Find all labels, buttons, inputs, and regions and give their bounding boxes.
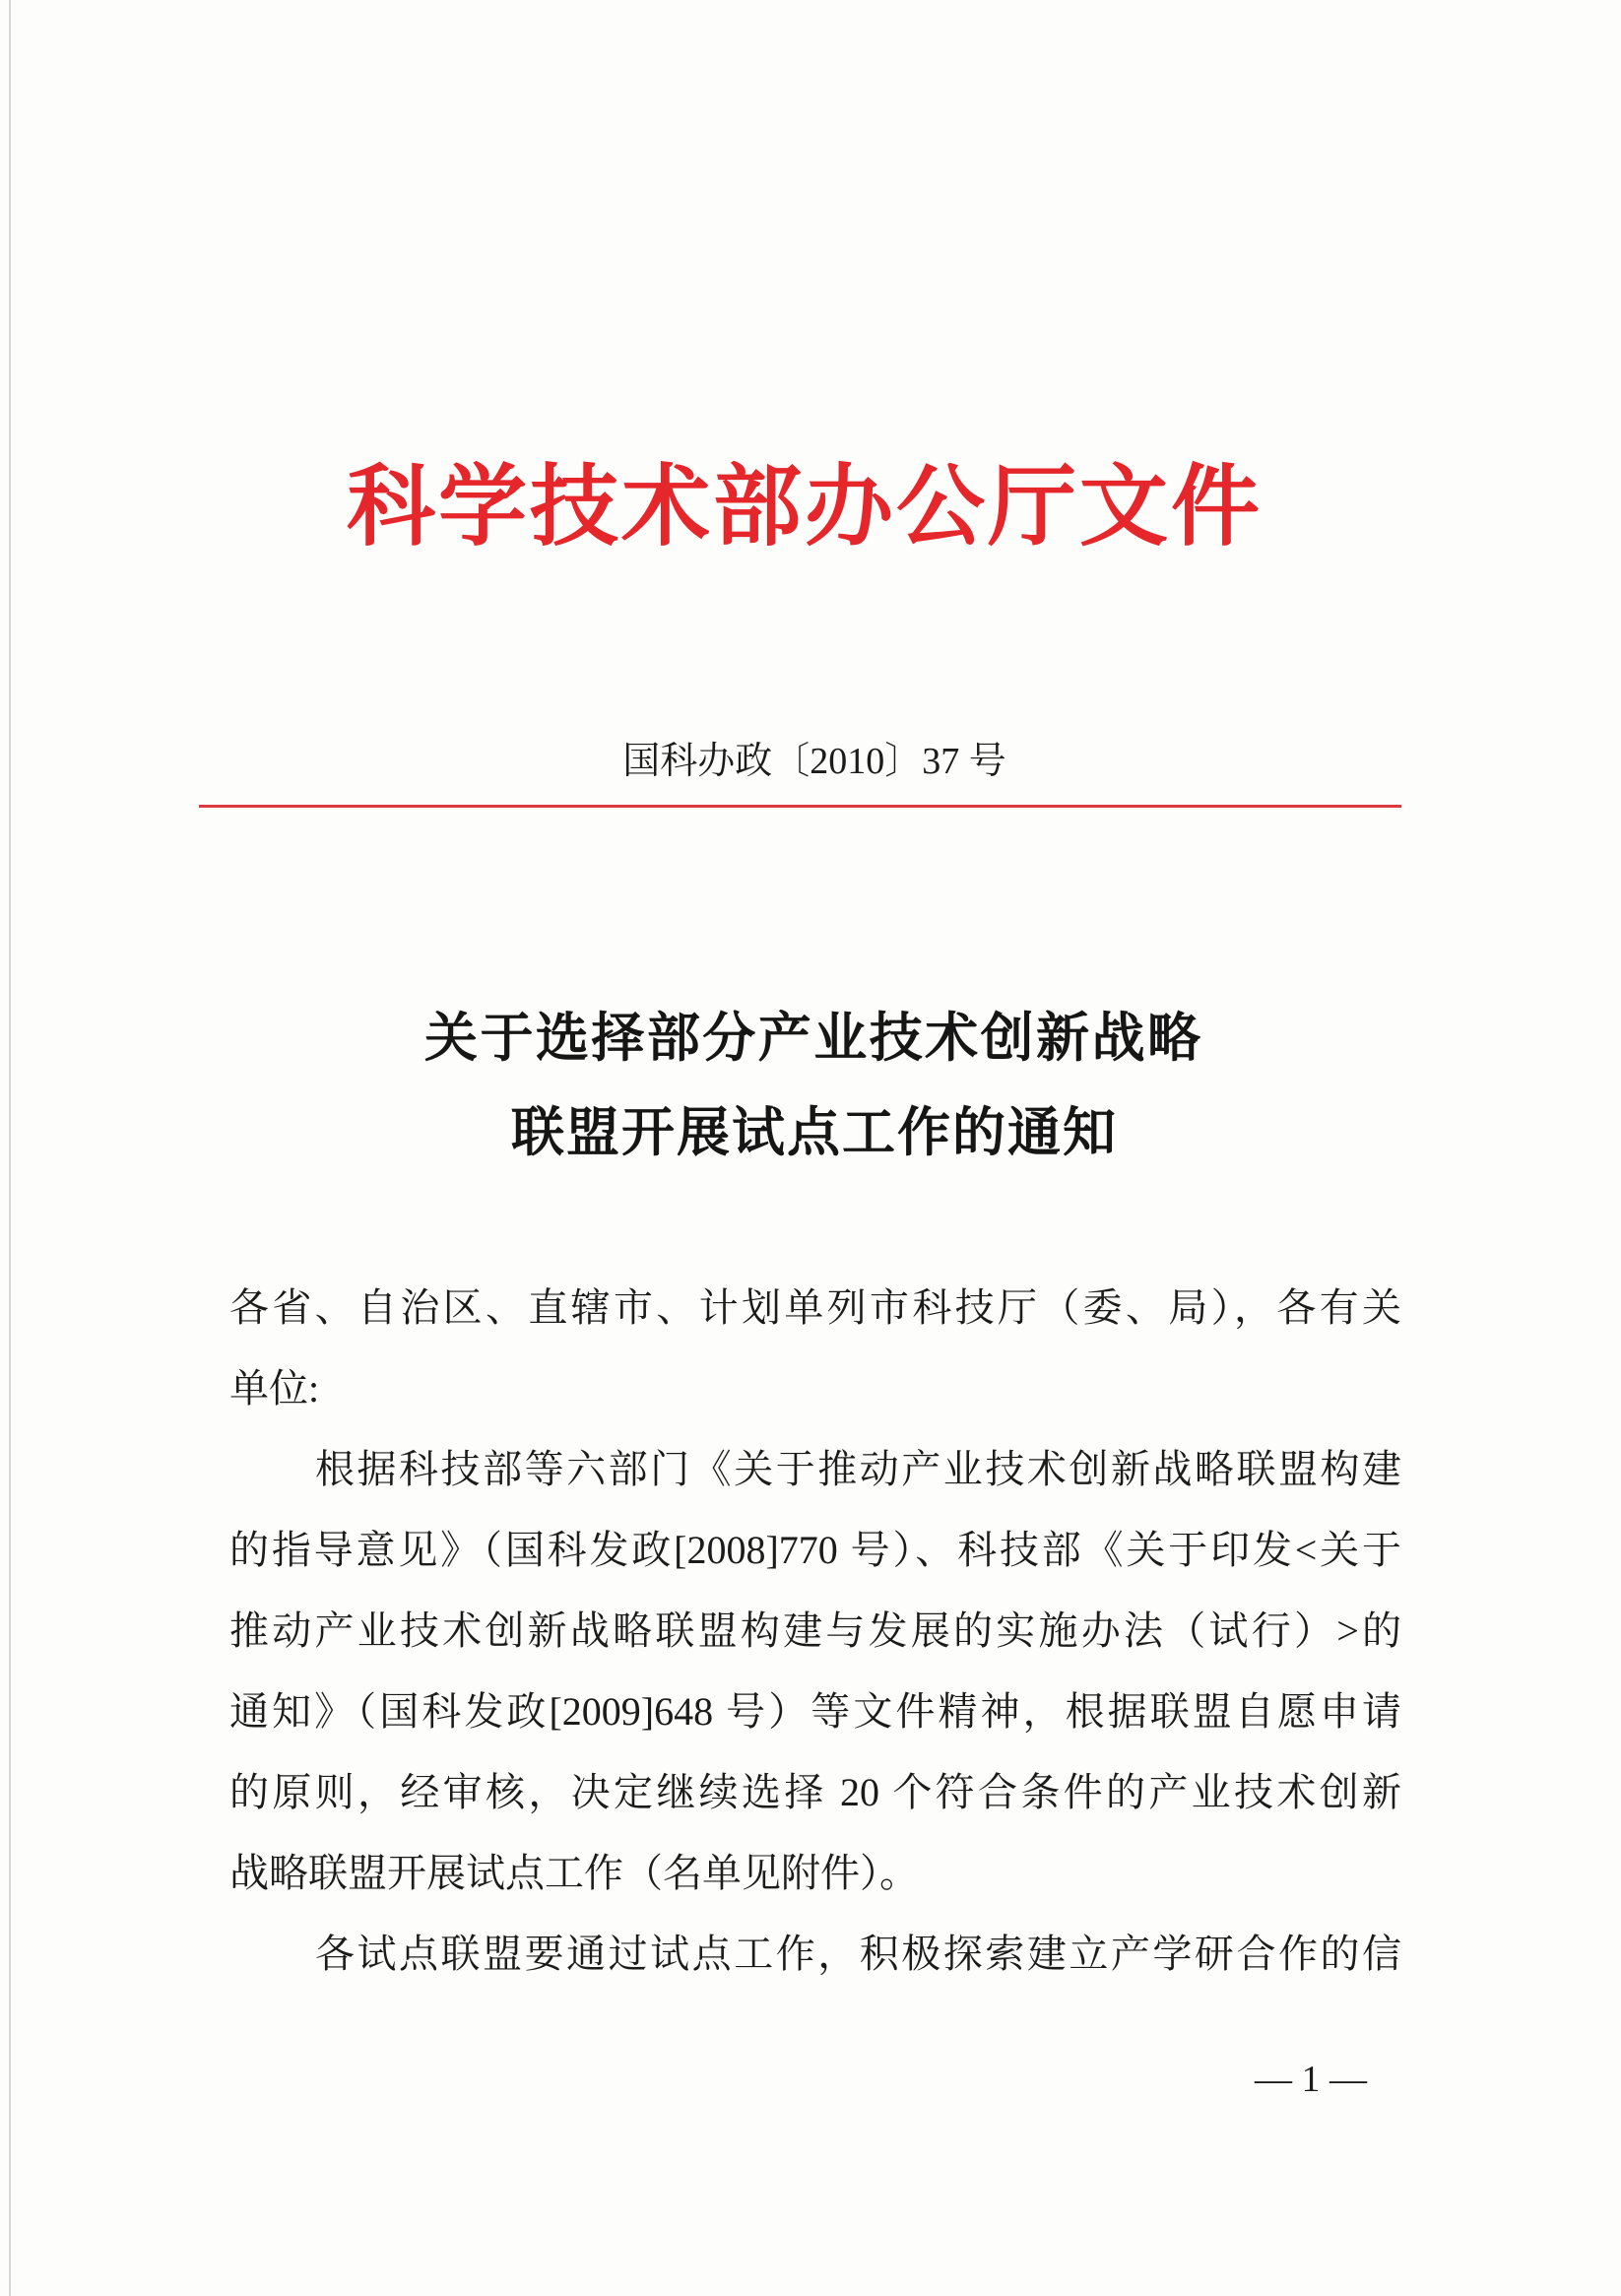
notice-title-line-1: 关于选择部分产业技术创新战略 [424, 1006, 1200, 1069]
notice-title-line-2: 联盟开展试点工作的通知 [511, 1100, 1116, 1163]
paragraph-1-line-5: 的原则，经审核，决定继续选择 20 个符合条件的产业技术创新 [229, 1770, 1401, 1814]
paragraph-1-line-2: 的指导意见》（国科发政[2008]770 号）、科技部《关于印发<关于 [229, 1528, 1401, 1572]
red-divider-rule [199, 805, 1401, 808]
paragraph-2-line-1: 各试点联盟要通过试点工作，积极探索建立产学研合作的信 [315, 1932, 1401, 1976]
paragraph-1-line-6: 战略联盟开展试点工作（名单见附件）。 [229, 1851, 919, 1895]
paragraph-1-line-1: 根据科技部等六部门《关于推动产业技术创新战略联盟构建 [315, 1447, 1401, 1491]
paragraph-1-line-3: 推动产业技术创新战略联盟构建与发展的实施办法（试行）>的 [229, 1608, 1401, 1653]
scan-edge-line [9, 0, 11, 2296]
notice-body [229, 1268, 1401, 1995]
salutation-line-2: 单位: [229, 1366, 320, 1410]
red-header-title: 科学技术部办公厅文件 [347, 454, 1260, 558]
paragraph-1-line-4: 通知》（国科发政[2009]648 号）等文件精神，根据联盟自愿申请 [229, 1689, 1401, 1734]
document-number: 国科办政〔2010〕37 号 [622, 741, 1006, 782]
salutation-line-1: 各省、自治区、直辖市、计划单列市科技厅（委、局），各有关 [229, 1285, 1401, 1330]
page-number: — 1 — [1255, 2059, 1367, 2100]
